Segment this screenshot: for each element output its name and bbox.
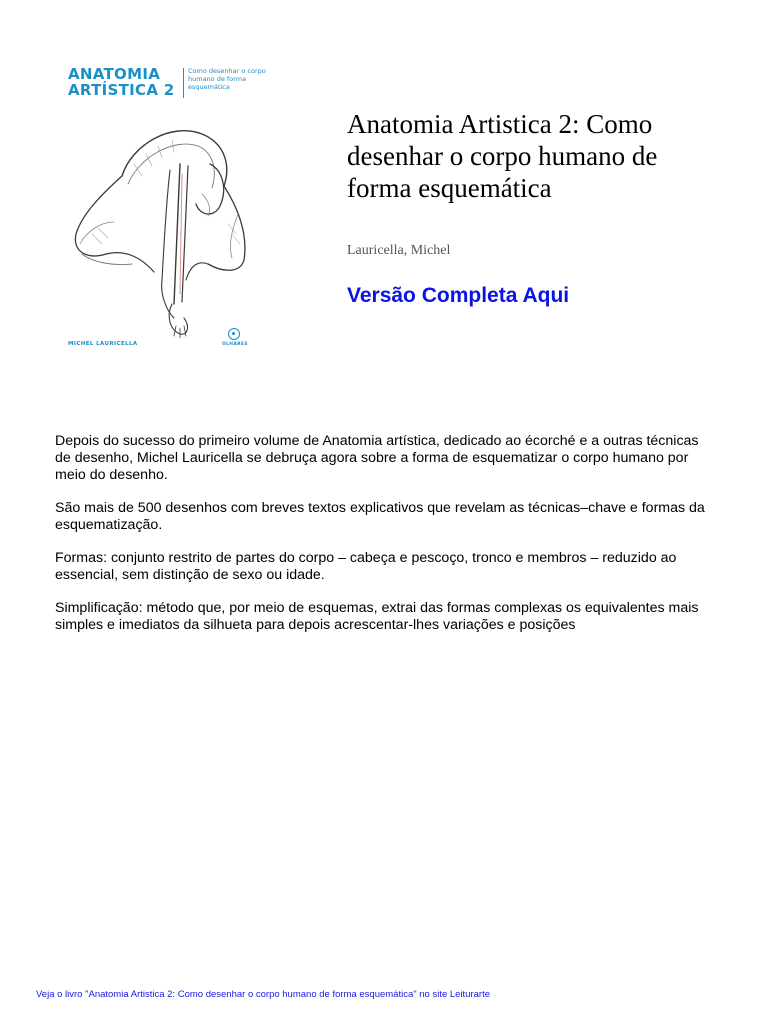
description-paragraph: São mais de 500 desenhos com breves textos explicativos que revelam as técnicas–chave e formas da esquematização.	[55, 500, 705, 533]
anatomy-figure-illustration	[62, 104, 262, 344]
book-cover[interactable]	[52, 52, 280, 358]
book-description	[55, 433, 715, 650]
cover-divider	[183, 68, 184, 98]
cover-title-line2: ARTÍSTICA 2	[68, 81, 175, 99]
description-paragraph: Depois do sucesso do primeiro volume de Anatomia artística, dedicado ao écorché e a outras técnicas de desenho, Michel Lauricella se debruça agora sobre a forma de esquematizar o corpo humano por meio do desenho.	[55, 433, 699, 483]
cover-title-line1: ANATOMIA	[68, 65, 161, 83]
book-title: Anatomia Artistica 2: Como desenhar o corpo humano de forma esquemática	[347, 109, 658, 203]
footer-link[interactable]: Veja o livro "Anatomia Artistica 2: Como desenhar o corpo humano de forma esquemática" no site Leiturarte	[36, 989, 491, 1000]
cover-subtitle: Como desenhar o corpo humano de forma esquemática	[188, 67, 266, 91]
cover-publisher: OLHARES	[222, 342, 248, 347]
cover-author: MICHEL LAURICELLA	[68, 341, 138, 347]
full-version-link[interactable]: Versão Completa Aqui	[347, 284, 570, 307]
book-author: Lauricella, Michel	[347, 243, 451, 258]
description-paragraph: Formas: conjunto restrito de partes do corpo – cabeça e pescoço, tronco e membros – reduzido ao essencial, sem distinção de sexo ou idade.	[55, 550, 677, 583]
description-paragraph: Simplificação: método que, por meio de esquemas, extrai das formas complexas os equivalentes mais simples e imediatos da silhueta para depois acrescentar-lhes variações e posições	[55, 600, 699, 633]
publisher-logo-icon	[228, 328, 240, 340]
